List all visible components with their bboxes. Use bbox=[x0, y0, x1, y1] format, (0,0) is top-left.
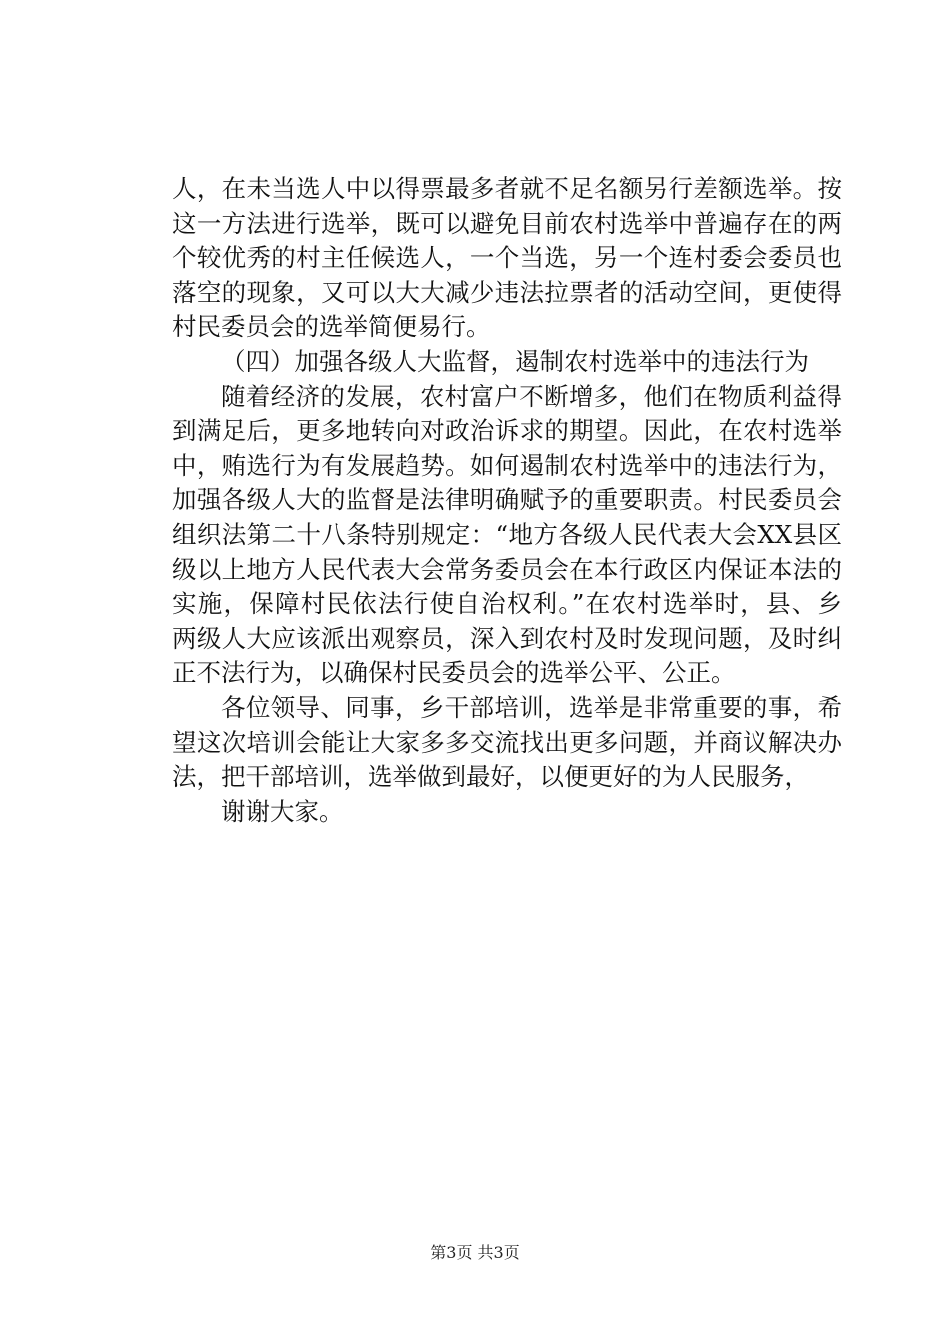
document-body bbox=[172, 172, 842, 829]
section-heading: （四）加强各级人大监督，遏制农村选举中的违法行为 bbox=[221, 346, 809, 376]
text-line: 个较优秀的村主任候选人，一个当选，另一个连村委会委员也 bbox=[172, 243, 842, 273]
text-line: 随着经济的发展，农村富户不断增多，他们在物质利益得 bbox=[221, 381, 842, 411]
text-line: 到满足后，更多地转向对政治诉求的期望。因此，在农村选举 bbox=[172, 416, 842, 446]
text-line: 这一方法进行选举，既可以避免目前农村选举中普遍存在的两 bbox=[172, 208, 842, 238]
text-line: 级以上地方人民代表大会常务委员会在本行政区内保证本法的 bbox=[172, 554, 842, 584]
text-line: 各位领导、同事，乡干部培训，选举是非常重要的事，希 bbox=[221, 692, 842, 722]
closing-line: 谢谢大家。 bbox=[221, 796, 344, 826]
text-line: 落空的现象，又可以大大减少违法拉票者的活动空间，更使得 bbox=[172, 277, 842, 307]
text-line: 实施，保障村民依法行使自治权利。”在农村选举时，县、乡 bbox=[172, 589, 842, 619]
text-line: 望这次培训会能让大家多多交流找出更多问题，并商议解决办 bbox=[172, 727, 842, 757]
text-line: 两级人大应该派出观察员，深入到农村及时发现问题，及时纠 bbox=[172, 623, 842, 653]
text-line: 正不法行为，以确保村民委员会的选举公平、公正。 bbox=[172, 658, 736, 688]
text-line: 加强各级人大的监督是法律明确赋予的重要职责。村民委员会 bbox=[172, 485, 842, 515]
text-line: 村民委员会的选举简便易行。 bbox=[172, 312, 491, 342]
text-line: 组织法第二十八条特别规定：“地方各级人民代表大会XX县区 bbox=[172, 519, 842, 549]
text-line: 中，贿选行为有发展趋势。如何遏制农村选举中的违法行为， bbox=[172, 450, 842, 480]
text-line: 人，在未当选人中以得票最多者就不足名额另行差额选举。按 bbox=[172, 174, 842, 203]
text-line: 法，把干部培训，选举做到最好，以便更好的为人民服务， bbox=[172, 762, 809, 792]
page-number-footer: 第3页 共3页 bbox=[430, 1243, 520, 1262]
